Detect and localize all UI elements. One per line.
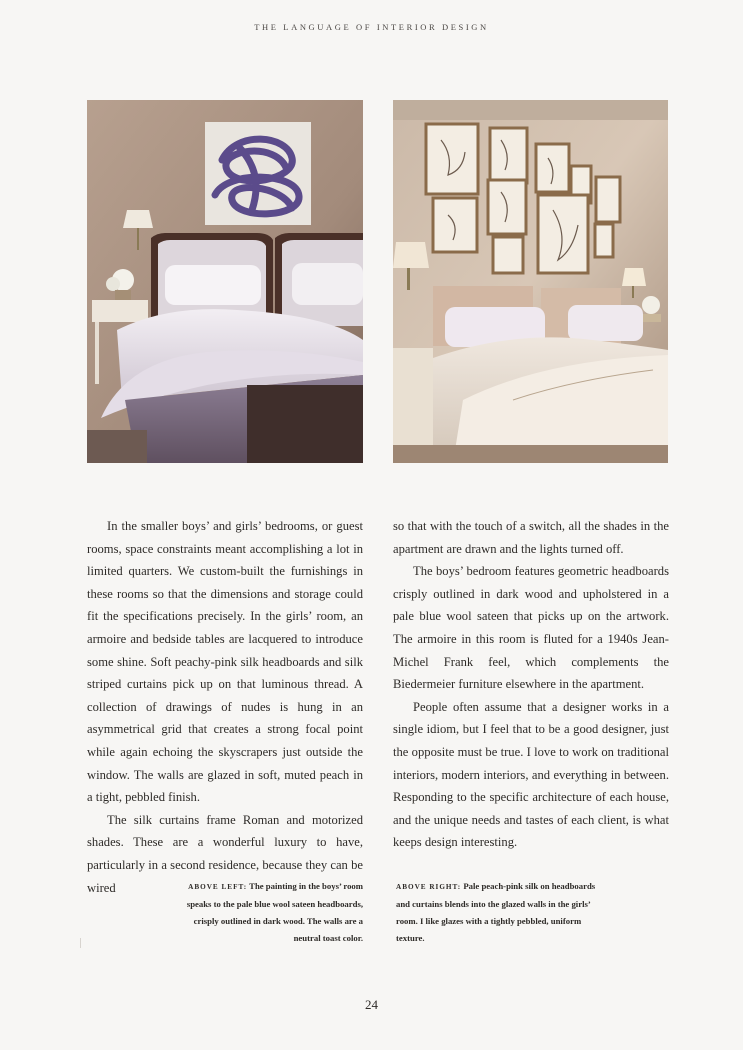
- body-column-left: [87, 515, 363, 899]
- caption-text: The painting in the boys’ room speaks to the pale blue wool sateen headboards, crisply outlined in dark wood. The walls are a neutral toast color.: [186, 881, 363, 943]
- photo-girls-bedroom: [393, 100, 668, 463]
- caption-lead: ABOVE LEFT:: [188, 883, 248, 891]
- paragraph: In the smaller boys’ and girls’ bedrooms, or guest rooms, space constraints meant accomplishing a lot in limited quarters. We custom-built the furnishings in these rooms so that the dimensions and storage could fit the specifications precisely. In the girls’ room, an armoire and bedside tables are lacquered to introduce some shine. Soft peachy-pink silk headboards and silk striped curtains pick up on that luminous thread. A collection of drawings of nudes is hung in an asymmetrical grid that creates a strong focal point while again echoing the skyscrapers just outside the window. The walls are glazed in soft, muted peach in a tight, pebbled finish.: [87, 519, 363, 805]
- girls-bedroom-illustration: [393, 100, 668, 463]
- caption-text: Pale peach-pink silk on headboards and curtains blends into the glazed walls in the girls’ room. I like glazes with a tightly pebbled, uniform texture.: [396, 881, 596, 943]
- paragraph: The silk curtains frame Roman and motorized shades. These are a wonderful luxury to have, particularly in a second residence, because they can be wired: [87, 812, 363, 895]
- paragraph: so that with the touch of a switch, all the shades in the apartment are drawn and the lights turned off.: [393, 519, 669, 556]
- page-number: 24: [365, 997, 378, 1012]
- caption-lead: ABOVE RIGHT:: [396, 883, 462, 891]
- paragraph: People often assume that a designer works in a single idiom, but I feel that to be a good designer, just the opposite must be true. I love to work on traditional interiors, modern interiors, and everything in between. Responding to the specific architecture of each house, and the unique needs and tastes of each client, is what keeps design interesting.: [393, 699, 669, 850]
- caption-above-right: [396, 878, 596, 947]
- paragraph: The boys’ bedroom features geometric headboards crisply outlined in dark wood and upholstered in a pale blue wool sateen that picks up on the artwork. The armoire in this room is fluted for a 1940s Jean-Michel Frank feel, which complements the Biedermeier furniture elsewhere in the apartment.: [393, 564, 669, 692]
- body-column-right: [393, 515, 669, 854]
- photo-boys-bedroom: [87, 100, 363, 463]
- caption-above-left: [170, 878, 363, 947]
- scan-mark: [80, 938, 81, 948]
- running-head: THE LANGUAGE OF INTERIOR DESIGN: [254, 22, 489, 32]
- boys-bedroom-illustration: [87, 100, 363, 463]
